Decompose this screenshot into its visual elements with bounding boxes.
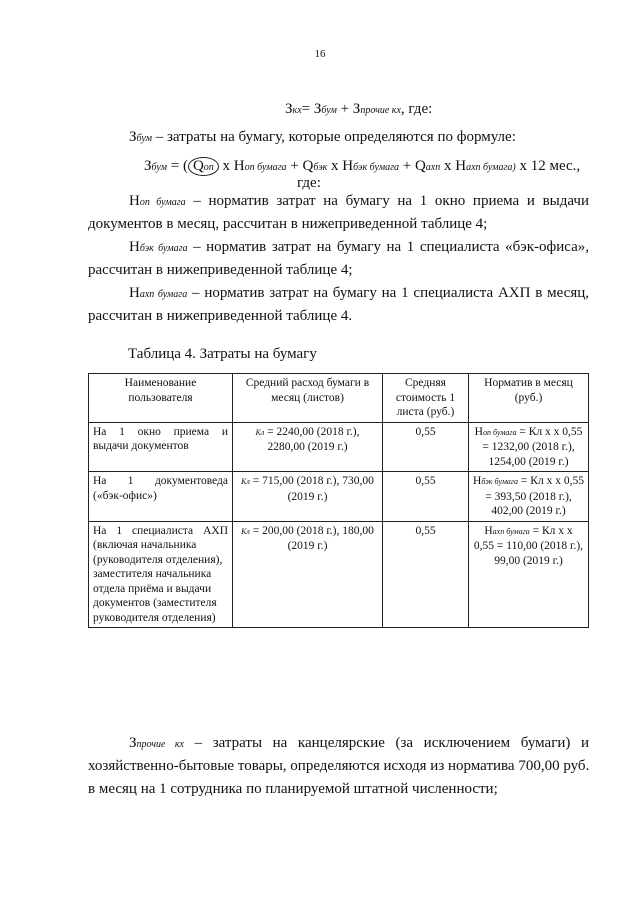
table-cell-avg: Кл = 715,00 (2018 г.), 730,00 (2019 г.) <box>233 472 383 522</box>
table-cell-cost: 0,55 <box>383 422 469 472</box>
table-cell-norm: Нахп бумага = Кл x x 0,55 = 110,00 (2018 г.), 99,00 (2019 г.) <box>469 521 589 628</box>
table-header: Норматив в месяц (руб.) <box>469 374 589 423</box>
definition-nahp-line1: Нахп бумага – норматив затрат на бумагу на 1 специалиста АХП в месяц, <box>129 285 590 301</box>
definition-nop-line2: документов в месяц, рассчитан в нижеприведенной таблице 4; <box>88 216 488 232</box>
table-cell-user: На 1 окно приема и выдачи документов <box>89 422 233 472</box>
where-label: где: <box>297 175 321 191</box>
table-header: Средний расход бумаги в месяц (листов) <box>233 374 383 423</box>
table-cell-avg: Кл = 200,00 (2018 г.), 180,00 (2019 г.) <box>233 521 383 628</box>
circled-q-annotation: Qоп <box>188 157 219 176</box>
page-number: 16 <box>314 48 326 60</box>
table-row <box>89 422 589 472</box>
definition-nbek-line2: рассчитан в нижеприведенной таблице 4; <box>88 262 353 278</box>
table-header: Средняя стоимость 1 листа (руб.) <box>383 374 469 423</box>
paper-cost-definition: Збум – затраты на бумагу, которые определяются по формуле: <box>129 129 516 145</box>
table-cell-avg: Кл = 2240,00 (2018 г.), 2280,00 (2019 г.) <box>233 422 383 472</box>
table-cell-cost: 0,55 <box>383 521 469 628</box>
paper-cost-table <box>88 373 589 628</box>
table-cell-user: На 1 документоведа («бэк-офис») <box>89 472 233 522</box>
table-cell-norm: Нбэк бумага = Кл x x 0,55 = 393,50 (2018 г.), 402,00 (2019 г.) <box>469 472 589 522</box>
other-costs-line1: Зпрочие кх – затраты на канцелярские (за исключением бумаги) и <box>129 735 590 751</box>
table-header: Наименование пользователя <box>89 374 233 423</box>
table-cell-cost: 0,55 <box>383 472 469 522</box>
definition-nahp-line2: рассчитан в нижеприведенной таблице 4. <box>88 308 353 324</box>
table-title: Таблица 4. Затраты на бумагу <box>128 346 317 362</box>
table-cell-user: На 1 специалиста АХП (включая начальника (руководителя отделения), заместителя начальника отдела приёма и выдачи документов (заместителя руководителя отделения) <box>89 521 233 628</box>
other-costs-line2: хозяйственно-бытовые товары, определяются исходя из норматива 700,00 руб. <box>88 758 590 774</box>
table-cell-norm: Ноп бумага = Кл x x 0,55 = 1232,00 (2018 г.), 1254,00 (2019 г.) <box>469 422 589 472</box>
definition-nbek-line1: Нбэк бумага – норматив затрат на бумагу на 1 специалиста «бэк-офиса», <box>129 239 589 255</box>
formula-paper-cost: Збум = ( Qоп x Ноп бумага + Qбэк x Нбэк бумага + Qахп x Нахп бумага) x 12 мес., <box>144 158 581 174</box>
table-row <box>89 472 589 522</box>
definition-nop-line1: Ноп бумага – норматив затрат на бумагу на 1 окно приема и выдачи <box>129 193 590 209</box>
table-row <box>89 521 589 628</box>
formula-total-office-costs: Зкх= Збум + Зпрочие кх, где: <box>285 101 433 117</box>
table-header-row <box>89 374 589 423</box>
other-costs-line3: в месяц на 1 сотрудника по планируемой штатной численности; <box>88 781 498 797</box>
